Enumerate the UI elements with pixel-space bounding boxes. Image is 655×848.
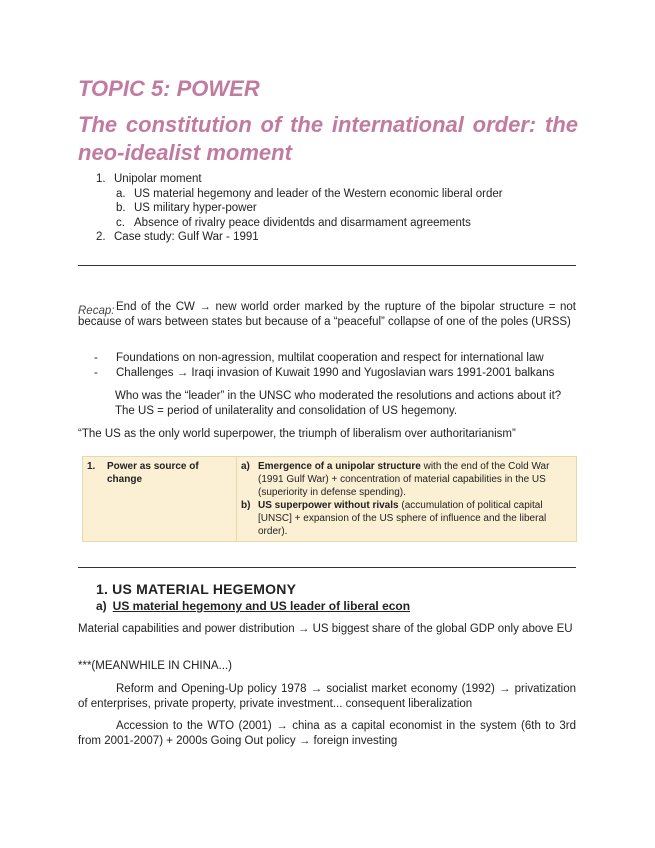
- outline-subitem: [96, 216, 576, 231]
- point-mark: b): [241, 500, 251, 511]
- item-number: 2.: [96, 231, 106, 243]
- recap-paragraph: End of the CW → new world order marked by the rupture of the bipolar structure = not because of wars between states but because of a “peaceful” collapse of one of the poles (URSS): [78, 301, 576, 328]
- item-text: Case study: Gulf War - 1991: [114, 231, 259, 243]
- body-paragraph: Reform and Opening-Up policy 1978 → socialist market economy (1992) → privatization of enterprises, private property, private investment... consequent liberalization: [78, 683, 576, 710]
- subitem-text: US material hegemony and leader of the Western economic liberal order: [134, 187, 503, 200]
- subsection-title: US material hegemony and US leader of liberal econ: [112, 599, 411, 613]
- point-bold-text: US superpower without rivals: [258, 500, 399, 511]
- subitem-letter: b.: [116, 202, 126, 214]
- body-paragraph: Material capabilities and power distribution → US biggest share of the global GDP only above EU: [78, 623, 573, 635]
- table-point: [241, 499, 572, 538]
- outline-subitem: [96, 201, 576, 216]
- bullet-dash: -: [94, 367, 98, 379]
- subitem-text: US military hyper-power: [134, 202, 257, 214]
- point-mark: a): [241, 461, 250, 472]
- section-heading: 1. US MATERIAL HEGEMONY: [96, 581, 297, 597]
- table-heading: Power as source of change: [107, 461, 199, 485]
- separator-line: [78, 567, 576, 568]
- topic-title: TOPIC 5: POWER: [78, 76, 260, 101]
- subitem-text: Absence of rivalry peace dividentds and disarmament agreements: [134, 216, 471, 229]
- outline-list: [96, 172, 576, 245]
- answer-line: The US = period of unilaterality and consolidation of US hegemony.: [115, 405, 458, 417]
- outline-item: [96, 172, 576, 187]
- topic-subtitle: The constitution of the international order: the neo-idealist moment: [78, 112, 578, 165]
- table-number: 1.: [87, 461, 96, 472]
- outline-item: [96, 230, 576, 245]
- bullet-text: Foundations on non-agression, multilat cooperation and respect for international law: [116, 352, 544, 364]
- summary-table: [82, 456, 577, 542]
- body-paragraph: ***(MEANWHILE IN CHINA...): [78, 660, 232, 672]
- table-content-cell: [237, 457, 577, 542]
- bullet-dash: -: [94, 352, 98, 364]
- table-point: [241, 460, 572, 499]
- point-text: (accumulation of political capital [UNSC] + expansion of the US sphere of influence and the liberal order).: [258, 500, 547, 537]
- body-paragraph: Accession to the WTO (2001) → china as a capital economist in the system (6th to 3rd from 2001-2007) + 2000s Going Out policy → foreign investing: [78, 720, 576, 747]
- quote-line: “The US as the only world superpower, the triumph of liberalism over authoritarianism”: [78, 428, 516, 440]
- point-bold-text: Emergence of a unipolar structure: [258, 461, 421, 472]
- question-line: Who was the “leader” in the UNSC who moderated the resolutions and actions about it?: [115, 390, 562, 402]
- outline-subitem: [96, 187, 576, 202]
- recap-label: Recap:: [78, 305, 115, 317]
- point-text: with the end of the Cold War (1991 Gulf War) + concentration of material capabilities in the US (superiority in defense spending).: [258, 461, 550, 498]
- subsection-heading: [96, 599, 410, 613]
- separator-line: [78, 265, 576, 266]
- table-head-cell: [83, 457, 237, 542]
- subitem-letter: c.: [116, 216, 125, 229]
- table-row: [83, 457, 577, 542]
- item-text: Unipolar moment: [114, 173, 202, 185]
- subitem-letter: a.: [116, 187, 126, 200]
- subsection-mark: a): [96, 599, 107, 613]
- item-number: 1.: [96, 173, 106, 185]
- bullet-text: Challenges → Iraqi invasion of Kuwait 1990 and Yugoslavian wars 1991-2001 balkans: [116, 367, 555, 379]
